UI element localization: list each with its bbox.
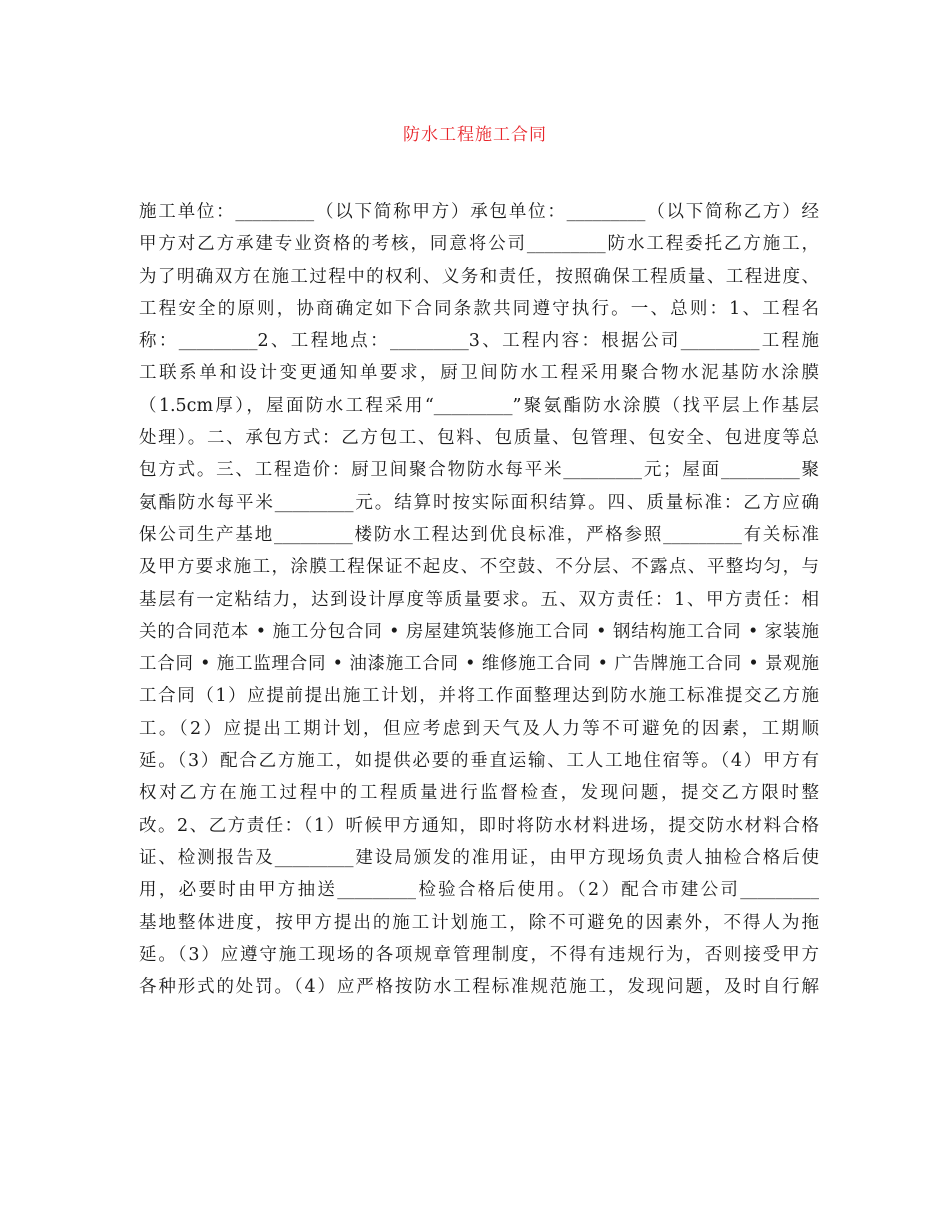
contract-line: 基地整体进度，按甲方提出的施工计划施工，除不可避免的因素外，不得人为拖	[139, 912, 819, 933]
contract-line: 工程安全的原则，协商确定如下合同条款共同遵守执行。一、总则：1、工程名	[139, 298, 819, 319]
contract-line: 甲方对乙方承建专业资格的考核，同意将公司_________防水工程委托乙方施工，	[139, 234, 819, 255]
contract-line: 权对乙方在施工过程中的工程质量进行监督检查，发现问题，提交乙方限时整	[139, 783, 819, 804]
contract-line: 处理）。二、承包方式：乙方包工、包料、包质量、包管理、包安全、包进度等总	[139, 428, 819, 449]
contract-line: 各种形式的处罚。（4）应严格按防水工程标准规范施工，发现问题，及时自行解	[139, 977, 819, 998]
contract-line: 延。（3）应遵守施工现场的各项规章管理制度，不得有违规行为，否则接受甲方	[139, 944, 819, 965]
contract-line: 保公司生产基地_________楼防水工程达到优良标准，严格参照_________有关标准	[139, 524, 819, 545]
contract-line: 延。（3）配合乙方施工，如提供必要的垂直运输、工人工地住宿等。（4）甲方有	[139, 751, 819, 772]
contract-line: 工联系单和设计变更通知单要求，厨卫间防水工程采用聚合物水泥基防水涂膜	[139, 363, 819, 384]
contract-line: 证、检测报告及_________建设局颁发的准用证，由甲方现场负责人抽检合格后使	[139, 847, 819, 868]
contract-line: 工。（2）应提出工期计划，但应考虑到天气及人力等不可避免的因素，工期顺	[139, 718, 819, 739]
contract-line: 氨酯防水每平米_________元。结算时按实际面积结算。四、质量标准：乙方应确	[139, 492, 819, 513]
contract-line: 工合同（1）应提前提出施工计划，并将工作面整理达到防水施工标准提交乙方施	[139, 686, 819, 707]
contract-line: 称：_________2、工程地点：_________3、工程内容：根据公司_________工程施	[139, 331, 819, 352]
contract-line: 改。2、乙方责任：（1）听候甲方通知，即时将防水材料进场，提交防水材料合格	[139, 815, 819, 836]
contract-line: （1.5cm厚），屋面防水工程采用“_________”聚氨酯防水涂膜（找平层上作基层	[139, 395, 819, 416]
document-title: 防水工程施工合同	[403, 125, 547, 145]
contract-line: 施工单位：_________（以下简称甲方）承包单位：_________（以下简称乙方）经	[139, 202, 819, 222]
contract-line: 包方式。三、工程造价：厨卫间聚合物防水每平米_________元；屋面_________聚	[139, 460, 819, 481]
contract-line: 及甲方要求施工，涂膜工程保证不起皮、不空鼓、不分层、不露点、平整均匀，与	[139, 557, 819, 578]
contract-line: 用，必要时由甲方抽送_________检验合格后使用。（2）配合市建公司_________	[139, 880, 819, 901]
contract-line: 工合同 • 施工监理合同 • 油漆施工合同 • 维修施工合同 • 广告牌施工合同 • 景观施	[139, 654, 819, 675]
contract-line: 关的合同范本 • 施工分包合同 • 房屋建筑装修施工合同 • 钢结构施工合同 • 家装施	[139, 621, 819, 642]
contract-line: 基层有一定粘结力，达到设计厚度等质量要求。五、双方责任：1、甲方责任：相	[139, 589, 819, 610]
contract-line: 为了明确双方在施工过程中的权利、义务和责任，按照确保工程质量、工程进度、	[139, 266, 819, 287]
contract-body	[139, 196, 819, 1003]
